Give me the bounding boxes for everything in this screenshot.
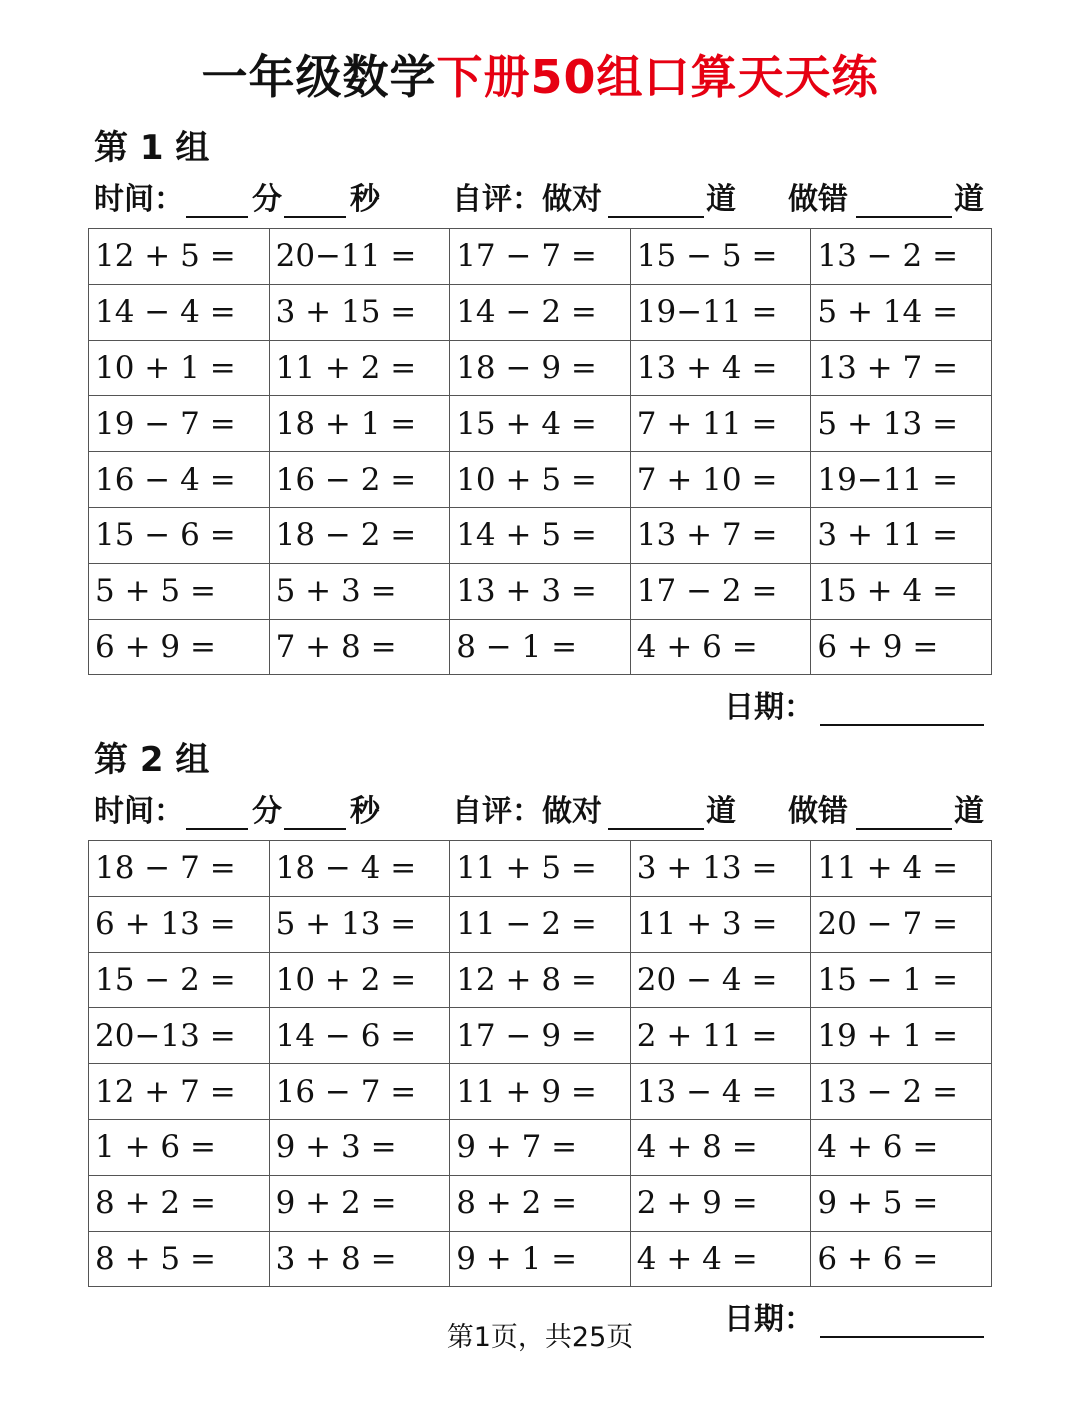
info-row: [94, 178, 994, 222]
exercise-cell[interactable]: 8 + 5 =: [89, 1231, 270, 1287]
exercise-cell[interactable]: 9 + 1 =: [450, 1231, 631, 1287]
exercise-cell[interactable]: 18 − 7 =: [89, 841, 270, 897]
exercise-cell[interactable]: 4 + 8 =: [630, 1119, 811, 1175]
exercise-cell[interactable]: 19−11 =: [630, 284, 811, 340]
exercise-row: [89, 452, 992, 508]
exercise-table-body: [89, 229, 992, 675]
exercise-row: [89, 1231, 992, 1287]
exercise-cell[interactable]: 19−11 =: [811, 452, 992, 508]
exercise-cell[interactable]: 3 + 8 =: [269, 1231, 450, 1287]
exercise-cell[interactable]: 10 + 2 =: [269, 952, 450, 1008]
exercise-cell[interactable]: 5 + 13 =: [269, 896, 450, 952]
exercise-row: [89, 284, 992, 340]
exercise-cell[interactable]: 8 − 1 =: [450, 619, 631, 675]
exercise-cell[interactable]: 13 + 7 =: [811, 340, 992, 396]
exercise-cell[interactable]: 10 + 5 =: [450, 452, 631, 508]
exercise-cell[interactable]: 11 + 2 =: [269, 340, 450, 396]
exercise-cell[interactable]: 7 + 10 =: [630, 452, 811, 508]
correct-unit-label: 道: [706, 794, 736, 829]
exercise-cell[interactable]: 19 − 7 =: [89, 396, 270, 452]
exercise-cell[interactable]: 5 + 3 =: [269, 563, 450, 619]
second-label: 秒: [350, 182, 380, 217]
exercise-cell[interactable]: 6 + 6 =: [811, 1231, 992, 1287]
exercise-cell[interactable]: 17 − 9 =: [450, 1008, 631, 1064]
group-heading: 第 2 组: [94, 740, 210, 780]
exercise-cell[interactable]: 9 + 7 =: [450, 1119, 631, 1175]
exercise-cell[interactable]: 3 + 15 =: [269, 284, 450, 340]
exercise-cell[interactable]: 8 + 2 =: [450, 1175, 631, 1231]
exercise-cell[interactable]: 16 − 4 =: [89, 452, 270, 508]
info-row: [94, 790, 994, 834]
exercise-cell[interactable]: 13 + 7 =: [630, 507, 811, 563]
title-part-black: 一年级数学: [201, 50, 437, 104]
date-row: [724, 686, 994, 730]
exercise-cell[interactable]: 18 − 4 =: [269, 841, 450, 897]
exercise-row: [89, 396, 992, 452]
self-eval-label: 自评：做对: [452, 182, 602, 217]
exercise-cell[interactable]: 6 + 9 =: [89, 619, 270, 675]
exercise-cell[interactable]: 12 + 8 =: [450, 952, 631, 1008]
seconds-blank[interactable]: [284, 216, 346, 218]
exercise-cell[interactable]: 6 + 9 =: [811, 619, 992, 675]
exercise-cell[interactable]: 11 + 9 =: [450, 1064, 631, 1120]
group-heading: 第 1 组: [94, 128, 210, 168]
seconds-blank[interactable]: [284, 828, 346, 830]
exercise-cell[interactable]: 3 + 11 =: [811, 507, 992, 563]
exercise-row: [89, 1064, 992, 1120]
exercise-cell[interactable]: 14 + 5 =: [450, 507, 631, 563]
exercise-cell[interactable]: 14 − 4 =: [89, 284, 270, 340]
exercise-cell[interactable]: 18 − 2 =: [269, 507, 450, 563]
exercise-cell[interactable]: 16 − 7 =: [269, 1064, 450, 1120]
exercise-cell[interactable]: 18 + 1 =: [269, 396, 450, 452]
wrong-label: 做错: [788, 182, 848, 217]
correct-count-blank[interactable]: [608, 828, 704, 830]
time-label: 时间：: [94, 794, 184, 829]
exercise-row: [89, 563, 992, 619]
exercise-cell[interactable]: 11 − 2 =: [450, 896, 631, 952]
exercise-cell[interactable]: 4 + 4 =: [630, 1231, 811, 1287]
minutes-blank[interactable]: [186, 828, 248, 830]
correct-count-blank[interactable]: [608, 216, 704, 218]
minute-label: 分: [252, 182, 282, 217]
exercise-cell[interactable]: 13 + 3 =: [450, 563, 631, 619]
exercise-row: [89, 1175, 992, 1231]
exercise-cell[interactable]: 1 + 6 =: [89, 1119, 270, 1175]
exercise-cell[interactable]: 4 + 6 =: [630, 619, 811, 675]
exercise-cell[interactable]: 19 + 1 =: [811, 1008, 992, 1064]
exercise-cell[interactable]: 12 + 7 =: [89, 1064, 270, 1120]
exercise-cell[interactable]: 12 + 5 =: [89, 229, 270, 285]
exercise-cell[interactable]: 20 − 7 =: [811, 896, 992, 952]
wrong-count-blank[interactable]: [856, 828, 952, 830]
exercise-cell[interactable]: 15 − 1 =: [811, 952, 992, 1008]
exercise-cell[interactable]: 15 − 5 =: [630, 229, 811, 285]
exercise-row: [89, 896, 992, 952]
exercise-cell[interactable]: 14 − 2 =: [450, 284, 631, 340]
correct-unit-label: 道: [706, 182, 736, 217]
exercise-cell[interactable]: 11 + 5 =: [450, 841, 631, 897]
exercise-row: [89, 1119, 992, 1175]
exercise-cell[interactable]: 5 + 13 =: [811, 396, 992, 452]
exercise-row: [89, 619, 992, 675]
exercise-cell[interactable]: 3 + 13 =: [630, 841, 811, 897]
exercise-row: [89, 952, 992, 1008]
wrong-label: 做错: [788, 794, 848, 829]
date-label: 日期：: [724, 1302, 814, 1337]
exercise-cell[interactable]: 13 − 4 =: [630, 1064, 811, 1120]
self-eval-label: 自评：做对: [452, 794, 602, 829]
exercise-cell[interactable]: 15 + 4 =: [811, 563, 992, 619]
exercise-cell[interactable]: 16 − 2 =: [269, 452, 450, 508]
exercise-cell[interactable]: 13 − 2 =: [811, 229, 992, 285]
exercise-cell[interactable]: 20−13 =: [89, 1008, 270, 1064]
exercise-cell[interactable]: 10 + 1 =: [89, 340, 270, 396]
exercise-cell[interactable]: 9 + 3 =: [269, 1119, 450, 1175]
exercise-cell[interactable]: 11 + 4 =: [811, 841, 992, 897]
time-label: 时间：: [94, 182, 184, 217]
exercise-cell[interactable]: 13 + 4 =: [630, 340, 811, 396]
exercise-table: [88, 840, 992, 1287]
page-title: [0, 46, 1080, 108]
exercise-table-body: [89, 841, 992, 1287]
exercise-cell[interactable]: 7 + 11 =: [630, 396, 811, 452]
exercise-cell[interactable]: 15 − 6 =: [89, 507, 270, 563]
minutes-blank[interactable]: [186, 216, 248, 218]
exercise-row: [89, 841, 992, 897]
exercise-row: [89, 340, 992, 396]
exercise-cell[interactable]: 5 + 14 =: [811, 284, 992, 340]
wrong-unit-label: 道: [954, 182, 984, 217]
wrong-unit-label: 道: [954, 794, 984, 829]
exercise-cell[interactable]: 9 + 5 =: [811, 1175, 992, 1231]
exercise-cell[interactable]: 20−11 =: [269, 229, 450, 285]
exercise-cell[interactable]: 20 − 4 =: [630, 952, 811, 1008]
second-label: 秒: [350, 794, 380, 829]
date-blank[interactable]: [820, 724, 984, 726]
exercise-table: [88, 228, 992, 675]
exercise-cell[interactable]: 8 + 2 =: [89, 1175, 270, 1231]
exercise-cell[interactable]: 15 − 2 =: [89, 952, 270, 1008]
minute-label: 分: [252, 794, 282, 829]
exercise-cell[interactable]: 2 + 11 =: [630, 1008, 811, 1064]
exercise-cell[interactable]: 17 − 7 =: [450, 229, 631, 285]
exercise-cell[interactable]: 7 + 8 =: [269, 619, 450, 675]
exercise-cell[interactable]: 15 + 4 =: [450, 396, 631, 452]
exercise-row: [89, 229, 992, 285]
exercise-cell[interactable]: 11 + 3 =: [630, 896, 811, 952]
wrong-count-blank[interactable]: [856, 216, 952, 218]
exercise-cell[interactable]: 4 + 6 =: [811, 1119, 992, 1175]
exercise-cell[interactable]: 14 − 6 =: [269, 1008, 450, 1064]
exercise-row: [89, 507, 992, 563]
exercise-cell[interactable]: 18 − 9 =: [450, 340, 631, 396]
date-label: 日期：: [724, 690, 814, 725]
exercise-cell[interactable]: 13 − 2 =: [811, 1064, 992, 1120]
page-footer: 第1页，共25页: [446, 1322, 634, 1353]
exercise-cell[interactable]: 17 − 2 =: [630, 563, 811, 619]
exercise-cell[interactable]: 9 + 2 =: [269, 1175, 450, 1231]
exercise-cell[interactable]: 6 + 13 =: [89, 896, 270, 952]
exercise-cell[interactable]: 5 + 5 =: [89, 563, 270, 619]
exercise-cell[interactable]: 2 + 9 =: [630, 1175, 811, 1231]
exercise-row: [89, 1008, 992, 1064]
title-part-red: 下册50组口算天天练: [436, 50, 879, 104]
